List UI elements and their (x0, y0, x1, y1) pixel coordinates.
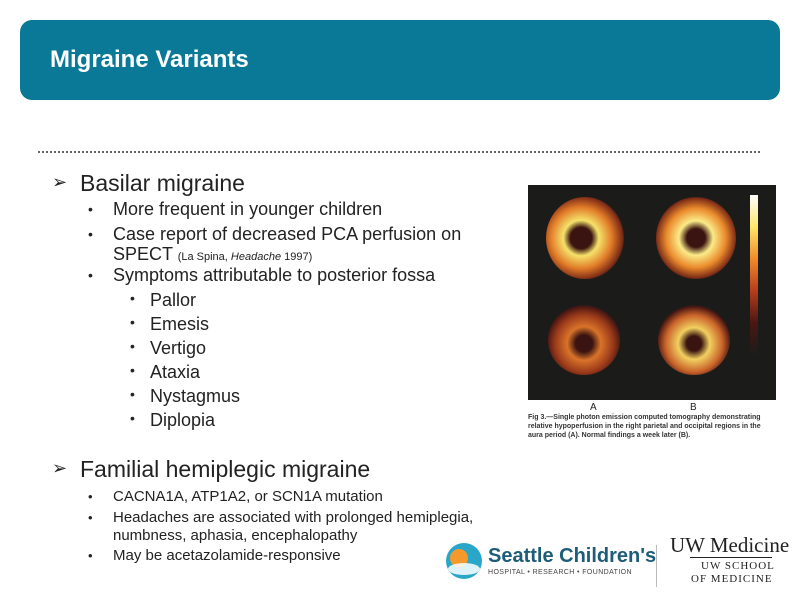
figure-caption: Fig 3.—Single photon emission computed tomography demonstrating relative hypoperfusion in the right parietal and occipital regions in the aura period (A). Normal findings a week later (B). (528, 414, 761, 439)
spect-figure (528, 185, 776, 453)
sub-bullet-text: Pallor (150, 290, 197, 310)
spect-scan-image (528, 185, 776, 400)
seattle-childrens-name: Seattle Children's (488, 545, 657, 567)
bullet-dot-icon: • (88, 510, 93, 525)
brain-scan-b-bottom (658, 305, 730, 375)
brain-scan-a-bottom (548, 305, 620, 375)
bullet-dot-icon: • (88, 489, 93, 504)
bullet-dot-icon: • (130, 410, 135, 426)
arrow-bullet-icon: ➢ (52, 458, 68, 478)
bullet-dot-icon: • (130, 290, 135, 306)
citation-journal: Headache (230, 251, 282, 263)
bullet-dot-icon: • (88, 267, 93, 283)
bullet-text: More frequent in younger children (113, 199, 383, 219)
bullet-dot-icon: • (130, 314, 135, 330)
brain-scan-a-top (546, 197, 624, 279)
brain-scan-b-top (656, 197, 736, 279)
seattle-childrens-whale-icon (446, 543, 482, 579)
uw-school-line2: OF MEDICINE (691, 573, 773, 585)
uw-logo-rule (690, 557, 772, 558)
bullet-text: Symptoms attributable to posterior fossa (113, 265, 436, 285)
seattle-childrens-tagline: HOSPITAL • RESEARCH • FOUNDATION (488, 569, 632, 576)
sub-bullet-text: Vertigo (150, 338, 207, 358)
slide-title: Migraine Variants (50, 46, 249, 73)
arrow-bullet-icon: ➢ (52, 172, 68, 192)
section-heading-text: Familial hemiplegic migraine (80, 456, 371, 482)
bullet-dot-icon: • (130, 362, 135, 378)
sub-bullet-text: Diplopia (150, 410, 216, 430)
color-scale-bar (750, 195, 758, 355)
title-bar (20, 20, 780, 100)
seattle-childrens-logo (446, 543, 657, 583)
dotted-divider (38, 151, 760, 153)
bullet-text: May be acetazolamide-responsive (113, 547, 341, 564)
bullet-dot-icon: • (130, 386, 135, 402)
logo-separator (656, 545, 657, 587)
panel-label-a: A (590, 402, 597, 413)
bullet-dot-icon: • (88, 548, 93, 563)
citation: (La Spina, Headache 1997) (177, 251, 313, 263)
uw-school-line1: UW SCHOOL (701, 560, 775, 572)
bullet-dot-icon: • (88, 201, 93, 217)
sub-bullet-text: Nystagmus (150, 386, 241, 406)
bullet-dot-icon: • (130, 338, 135, 354)
uw-medicine-logo: UW Medicine (670, 533, 790, 557)
section-heading-text: Basilar migraine (80, 170, 245, 196)
sub-bullet-text: Emesis (150, 314, 210, 334)
bullet-text: Headaches are associated with prolonged hemiplegia, numbness, aphasia, encephalopathy (113, 509, 474, 544)
panel-label-b: B (690, 402, 697, 413)
sub-bullet-text: Ataxia (150, 362, 201, 382)
bullet-text: Case report of decreased PCA perfusion on SPECT (113, 224, 462, 264)
bullet-dot-icon: • (88, 226, 93, 242)
bullet-text: CACNA1A, ATP1A2, or SCN1A mutation (113, 488, 383, 505)
